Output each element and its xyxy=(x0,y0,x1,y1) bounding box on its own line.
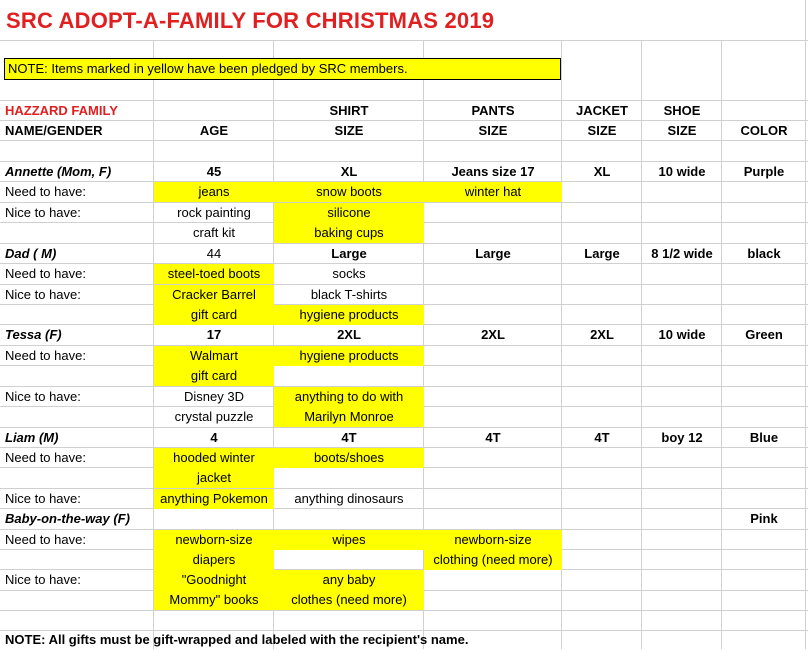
header-age: AGE xyxy=(199,123,229,138)
person-pants-size: 2XL xyxy=(481,327,505,342)
gift-item: silicone xyxy=(274,203,424,223)
person-color: black xyxy=(747,246,781,261)
gift-item: Marilyn Monroe xyxy=(274,407,424,427)
gift-item: jacket xyxy=(154,468,274,488)
person-shoe-size: 8 1/2 wide xyxy=(651,246,713,261)
gift-item: diapers xyxy=(154,550,274,570)
person-color: Green xyxy=(745,327,783,342)
person-shirt-size: 2XL xyxy=(337,327,361,342)
nice-label: Nice to have: xyxy=(5,389,81,404)
gift-item: gift card xyxy=(154,305,274,325)
gift-item: jeans xyxy=(154,182,274,202)
gift-item: snow boots xyxy=(274,182,424,202)
person-shoe-size: 10 wide xyxy=(658,327,706,342)
gift-item: anything Pokemon xyxy=(154,489,274,509)
person-age: 45 xyxy=(206,164,222,179)
person-name: Tessa (F) xyxy=(5,327,62,342)
gift-item: winter hat xyxy=(424,182,562,202)
person-shirt-size: XL xyxy=(340,164,358,179)
gift-item: hygiene products xyxy=(274,305,424,325)
person-pants-size: Large xyxy=(475,246,511,261)
person-jacket-size: Large xyxy=(584,246,620,261)
need-label: Need to have: xyxy=(5,266,86,281)
person-jacket-size: XL xyxy=(593,164,611,179)
person-shoe-size: 10 wide xyxy=(658,164,706,179)
gift-item: crystal puzzle xyxy=(174,409,254,424)
person-shirt-size: 4T xyxy=(341,430,357,445)
nice-label: Nice to have: xyxy=(5,572,81,587)
person-color: Pink xyxy=(750,511,778,526)
header-jacket-size: SIZE xyxy=(587,123,617,138)
gift-item: Walmart xyxy=(154,346,274,366)
gift-item: baking cups xyxy=(274,223,424,243)
gift-item: newborn-size xyxy=(424,530,562,550)
sheet-title: SRC ADOPT-A-FAMILY FOR CHRISTMAS 2019 xyxy=(6,8,495,33)
gift-item: "Goodnight xyxy=(154,570,274,590)
need-label: Need to have: xyxy=(5,532,86,547)
person-age: 17 xyxy=(206,327,222,342)
person-jacket-size: 4T xyxy=(594,430,610,445)
header-jacket: JACKET xyxy=(575,103,628,118)
person-color: Purple xyxy=(743,164,785,179)
gift-item: hooded winter xyxy=(154,448,274,468)
person-name: Baby-on-the-way (F) xyxy=(5,511,130,526)
header-color: COLOR xyxy=(740,123,788,138)
person-shoe-size: boy 12 xyxy=(661,430,703,445)
gift-item: gift card xyxy=(154,366,274,386)
gift-item: socks xyxy=(332,266,366,281)
header-shoe-size: SIZE xyxy=(667,123,697,138)
gift-item: anything dinosaurs xyxy=(294,491,404,506)
gift-item: boots/shoes xyxy=(274,448,424,468)
gift-item: craft kit xyxy=(193,225,235,240)
gift-item: hygiene products xyxy=(274,346,424,366)
gift-item: Mommy" books xyxy=(154,590,274,610)
person-age: 4 xyxy=(210,430,218,445)
gift-item: wipes xyxy=(274,530,424,550)
nice-label: Nice to have: xyxy=(5,205,81,220)
person-pants-size: Jeans size 17 xyxy=(451,164,535,179)
person-name: Liam (M) xyxy=(5,430,59,445)
header-shirt: SHIRT xyxy=(329,103,369,118)
header-pants-size: SIZE xyxy=(478,123,508,138)
person-pants-size: 4T xyxy=(485,430,501,445)
need-label: Need to have: xyxy=(5,184,86,199)
nice-label: Nice to have: xyxy=(5,287,81,302)
person-jacket-size: 2XL xyxy=(590,327,614,342)
gift-item: steel-toed boots xyxy=(154,264,274,284)
person-age: 44 xyxy=(206,246,222,261)
pledge-note: NOTE: Items marked in yellow have been pledged by SRC members. xyxy=(4,58,561,80)
gift-item: black T-shirts xyxy=(310,287,388,302)
person-name: Dad ( M) xyxy=(5,246,57,261)
family-name: HAZZARD FAMILY xyxy=(5,103,118,118)
person-color: Blue xyxy=(749,430,779,445)
gift-item: any baby xyxy=(274,570,424,590)
gift-item: Cracker Barrel xyxy=(154,285,274,305)
gift-item: clothing (need more) xyxy=(424,550,562,570)
need-label: Need to have: xyxy=(5,450,86,465)
gift-item: anything to do with xyxy=(274,387,424,407)
need-label: Need to have: xyxy=(5,348,86,363)
gift-item: rock painting xyxy=(177,205,251,220)
person-shirt-size: Large xyxy=(331,246,367,261)
header-shoe: SHOE xyxy=(663,103,701,118)
gift-item: clothes (need more) xyxy=(274,590,424,610)
gift-item: Disney 3D xyxy=(184,389,244,404)
gift-item: newborn-size xyxy=(154,530,274,550)
header-shirt-size: SIZE xyxy=(334,123,364,138)
header-name-gender: NAME/GENDER xyxy=(5,123,103,138)
header-pants: PANTS xyxy=(471,103,515,118)
gift-wrap-note: NOTE: All gifts must be gift-wrapped and labeled with the recipient's name. xyxy=(5,632,469,647)
person-name: Annette (Mom, F) xyxy=(5,164,112,179)
nice-label: Nice to have: xyxy=(5,491,81,506)
